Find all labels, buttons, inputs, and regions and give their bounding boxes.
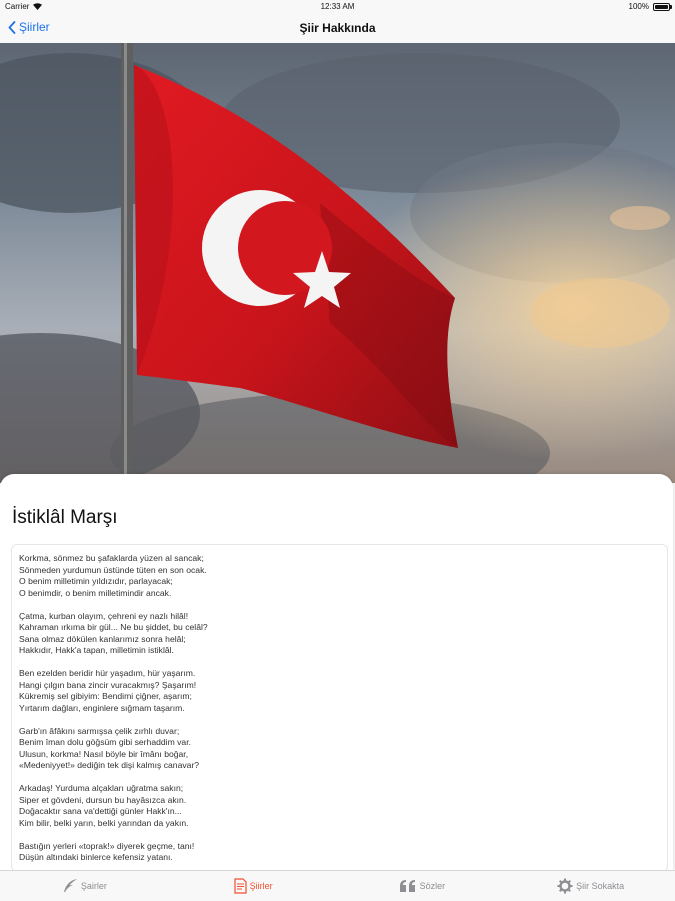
tab-sozler[interactable] (338, 871, 507, 901)
tab-sairler[interactable] (0, 871, 169, 901)
tab-label: Sözler (419, 881, 446, 891)
tab-bar (0, 870, 675, 901)
tab-label: Şiirler (249, 881, 273, 891)
poem-card (0, 474, 673, 870)
quote-icon (399, 879, 417, 893)
poem-text-view[interactable] (11, 544, 668, 872)
poem-text: Korkma, sönmez bu şafaklarda yüzen al sancak; Sönmeden yurdumun üstünde tüten en son ocak. O benim milletimin yıldızıdır, parlayacak; O benimdir, o benim milletimindir ancak. Çatma, kurban olayım, çehreni ey nazlı hilâl! Kahraman ırkıma bir gül... Ne bu şiddet, bu celâl? Sana olmaz dökülen kanlarımız sonra helâl; Hakkıdır, Hakk'a tapan, milletimin istiklâl. Ben ezelden beridir hür yaşadım, hür yaşarım. Hangi çılgın bana zincir vuracakmış? Şaşarım! Kükremiş sel gibiyim: Bendimi çiğner, aşarım; Yırtarım dağları, enginlere sığmam taşarım. Garb'ın âfâkını sarmışsa çelik zırhlı duvar; Benim îman dolu göğsüm gibi serhaddim var. Ulusun, korkma! Nasıl böyle bir îmânı boğar, «Medeniyyet!» dediğin tek dişi kalmış canavar? Arkadaş! Yurduma alçakları uğratma sakın; Siper et gövdeni, dursun bu hayâsızca akın. Doğacaktır sana va'dettiği günler Hakk'ın... Kim bilir, belki yarın, belki yarından da yakın. Bastığın yerleri «toprak!» diyerek geçme, tanı! Düşün altındaki binlerce kefensiz yatanı. (19, 553, 208, 862)
tab-label: Şairler (80, 881, 107, 891)
turkish-flag-photo (0, 43, 675, 483)
gear-icon (557, 878, 573, 894)
back-button-label: Şiirler (19, 20, 50, 34)
poem-title: İstiklâl Marşı (12, 507, 118, 528)
battery-indicator (629, 2, 670, 11)
navigation-bar (0, 14, 675, 44)
flag-hero-image (0, 43, 675, 483)
battery-percent: 100% (628, 2, 649, 11)
tab-siir-sokakta[interactable] (506, 871, 675, 901)
page-title: Şiir Hakkında (299, 21, 376, 35)
carrier-label: Carrier (5, 2, 30, 11)
clock: 12:33 AM (320, 2, 355, 11)
tab-label: Şiir Sokakta (576, 881, 625, 891)
quill-icon (62, 878, 78, 894)
tab-siirler[interactable] (169, 871, 338, 901)
status-bar (0, 0, 675, 14)
document-icon (234, 878, 247, 894)
battery-icon (653, 3, 670, 11)
